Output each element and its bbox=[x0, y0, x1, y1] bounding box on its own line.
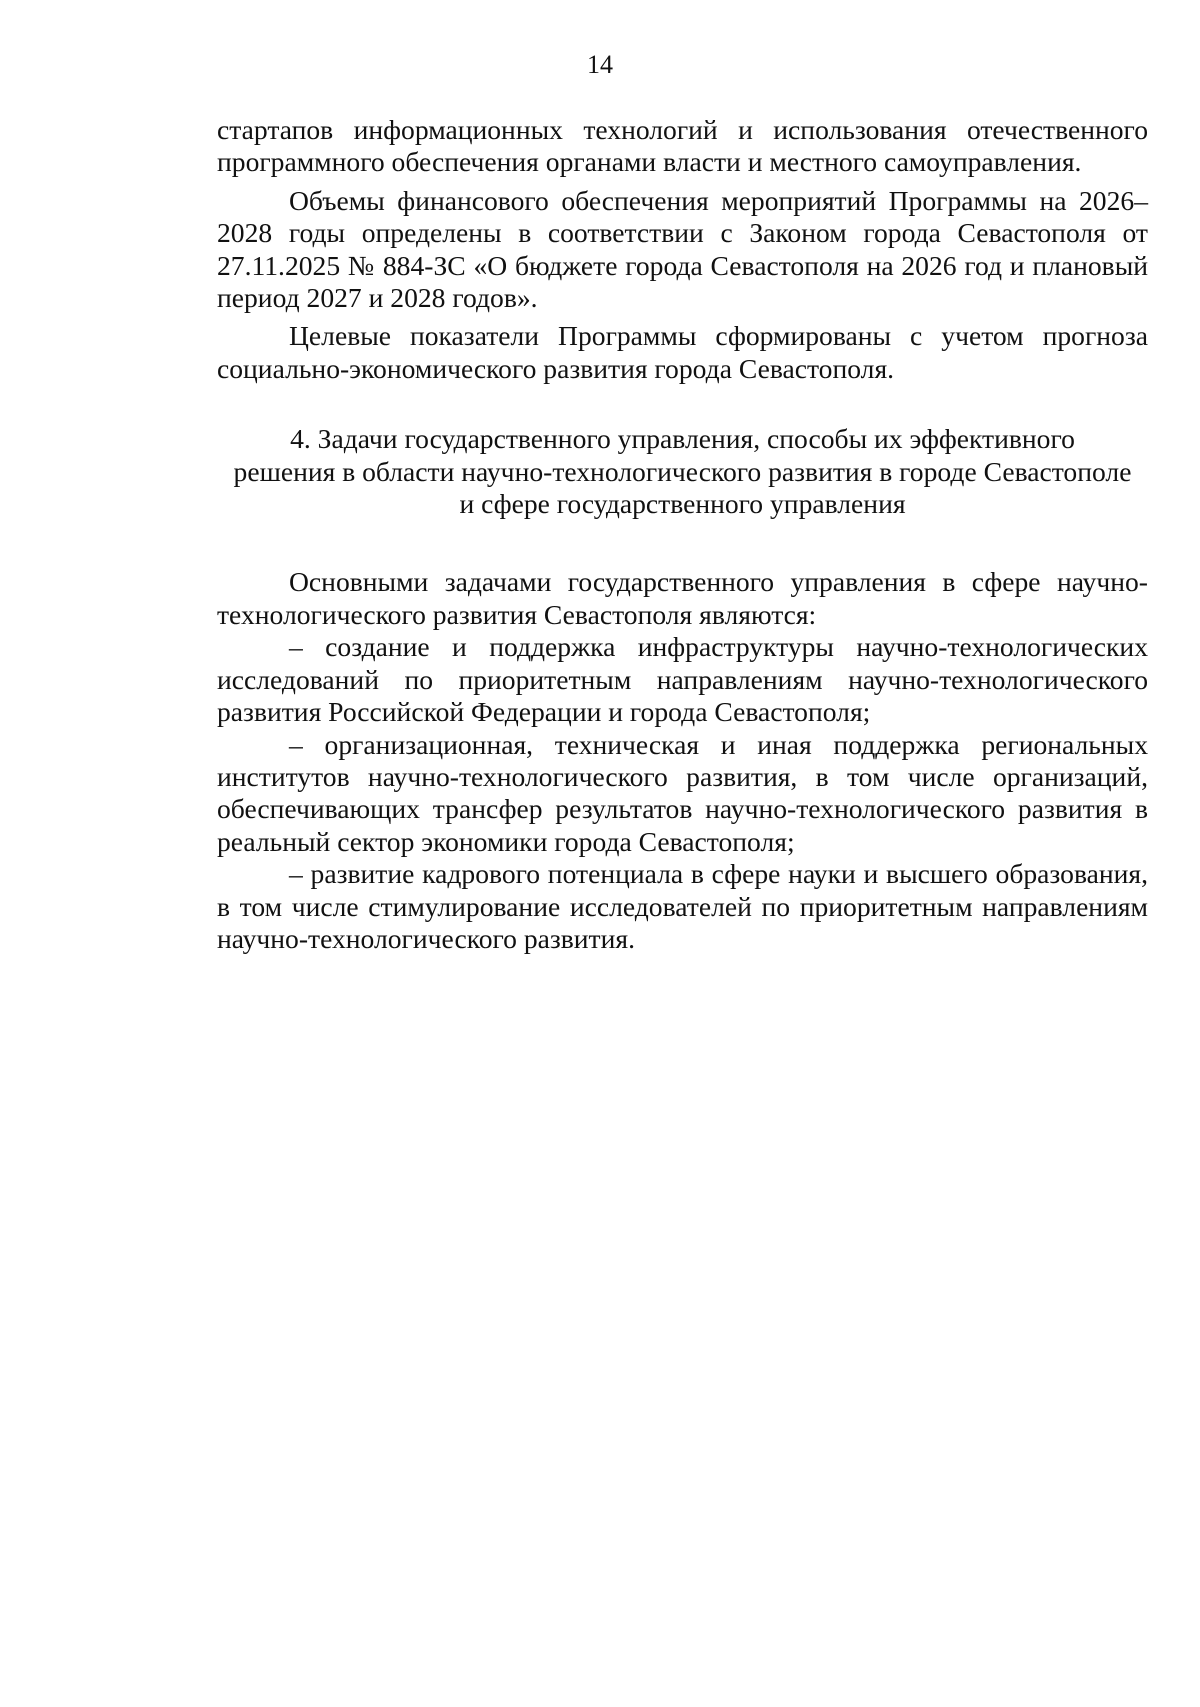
paragraph-continuation: стартапов информационных технологий и использования отечественного программного обеспечения органами власти и местного самоуправления. bbox=[217, 114, 1148, 178]
section-heading-line-3: и сфере государственного управления bbox=[459, 488, 906, 520]
list-item-personnel: – развитие кадрового потенциала в сфере науки и высшего образования, в том числе стимулирование исследователей по приоритетным направлениям научно-технологического развития. bbox=[217, 858, 1148, 954]
paragraph-target-indicators: Целевые показатели Программы сформированы с учетом прогноза социально-экономического развития города Севастополя. bbox=[217, 320, 1148, 384]
document-body bbox=[217, 114, 1148, 955]
section-heading bbox=[217, 423, 1148, 520]
list-item-institutes-support: – организационная, техническая и иная поддержка региональных институтов научно-технологического развития, в том числе организаций, обеспечивающих трансфер результатов научно-технологического развития в реальный сектор экономики города Севастополя; bbox=[217, 728, 1148, 857]
page-number: 14 bbox=[587, 50, 613, 79]
section-heading-line-2: решения в области научно-технологического развития в городе Севастополе bbox=[233, 455, 1132, 487]
list-item-infrastructure: – создание и поддержка инфраструктуры научно-технологических исследований по приоритетным направлениям научно-технологического развития Российской Федерации и города Севастополя; bbox=[217, 631, 1148, 728]
section-intro: Основными задачами государственного управления в сфере научно-технологического развития Севастополя являются: bbox=[217, 566, 1148, 630]
paragraph-financing: Объемы финансового обеспечения мероприятий Программы на 2026–2028 годы определены в соответствии с Законом города Севастополя от 27.11.2025 № 884-ЗС «О бюджете города Севастополя на 2026 год и плановый период 2027 и 2028 годов». bbox=[217, 184, 1148, 314]
section-heading-line-1: 4. Задачи государственного управления, способы их эффективного bbox=[290, 423, 1075, 455]
